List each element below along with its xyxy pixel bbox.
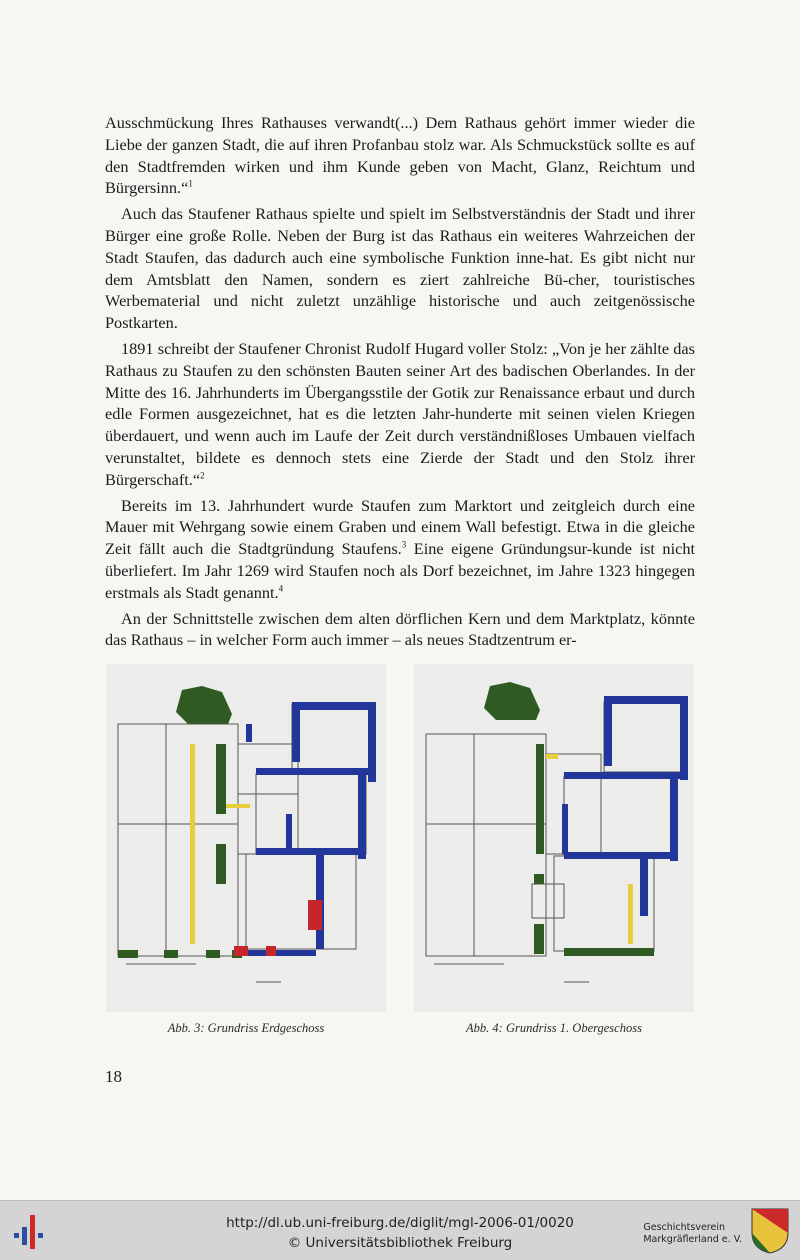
library-footer	[0, 1200, 800, 1260]
figure-caption: Abb. 3: Grundriss Erdgeschoss	[167, 1021, 325, 1035]
footnote-mark: 1	[188, 178, 193, 189]
figure-caption: Abb. 4: Grundriss 1. Obergeschoss	[466, 1021, 642, 1035]
society-name: Geschichtsverein Markgräflerland e. V.	[643, 1222, 742, 1245]
page-number: 18	[105, 1067, 122, 1086]
floor-plan-ground-floor	[106, 664, 386, 1012]
paragraph: Ausschmückung Ihres Rathauses verwandt(...) Dem Rathaus gehört immer wieder die Liebe der ganzen Stadt, die auf ihren Profanbau stolz war. Als Schmuckstück sollte es auf den Stadtfremden wirken und ihm Kunde geben von Macht, Glanz, Reichtum und Bürgersinn.“$^1$	[105, 113, 695, 198]
document-url-link[interactable]: http://dl.ub.uni-freiburg.de/diglit/mgl-2006-01/0020	[226, 1215, 574, 1231]
footnote-mark: 2	[200, 470, 205, 481]
footnote-mark: 4	[278, 583, 284, 594]
floor-plan-drawing	[414, 664, 694, 1012]
footnote-mark: 3	[401, 539, 407, 550]
coat-of-arms-icon	[750, 1207, 790, 1255]
floor-plan-first-floor	[414, 664, 694, 1012]
paragraph: Auch das Staufener Rathaus spielte und spielt im Selbstverständnis der Stadt und ihrer Bürger eine große Rolle. Neben der Burg ist das Rathaus ein weiteres Wahrzeichen der Stadt Staufen, das dadurch auch eine symbolische Funktion inne-hat. Es gibt nicht nur dem Amtsblatt den Namen, sondern es ziert zahlreiche Bü-cher, touristisches Werbematerial und nicht zuletzt unzählige historische und auch zeitgenössische Postkarten.	[105, 204, 695, 333]
paragraph: An der Schnittstelle zwischen dem alten dörflichen Kern und dem Marktplatz, könnte das Rathaus – in welcher Form auch immer – als neues Stadtzentrum er-	[105, 608, 695, 650]
floor-plan-drawing	[106, 664, 386, 1012]
copyright-text: © Universitätsbibliothek Freiburg	[287, 1235, 513, 1251]
paragraph: 1891 schreibt der Staufener Chronist Rudolf Hugard voller Stolz: „Von je her zählte das Rathaus zu Staufen zu den schönsten Bauten seiner Art des badischen Oberlandes. In der Mitte des 16. Jahrhunderts im Übergangsstile der Gotik zur Renaissance erbaut und durch edle Formen ausgezeichnet, hat es die letzten Jahr-hunderte mit seinen vielen Kriegen überdauert, und wenn auch im Laufe der Zeit durch verständnißloses Umbauen vielfach verunstaltet, bildete es dennoch stets eine Zierde der Stadt und den Stolz ihrer Bürgerschaft.“$^2$	[105, 338, 695, 489]
paragraph: Bereits im 13. Jahrhundert wurde Staufen zum Marktort und zeitgleich durch eine Mauer mit Wehrgang sowie einem Graben und einem Wall befestigt. Etwa in die gleiche Zeit fällt auch die Stadtgründung Staufens.$^3$ Eine eigene Gründungsur-kunde ist nicht überliefert. Im Jahr 1269 wird Staufen noch als Dorf bezeichnet, im Jahre 1323 hingegen erstmals als Stadt genannt.$^4$	[105, 495, 695, 602]
body-text	[105, 112, 695, 651]
